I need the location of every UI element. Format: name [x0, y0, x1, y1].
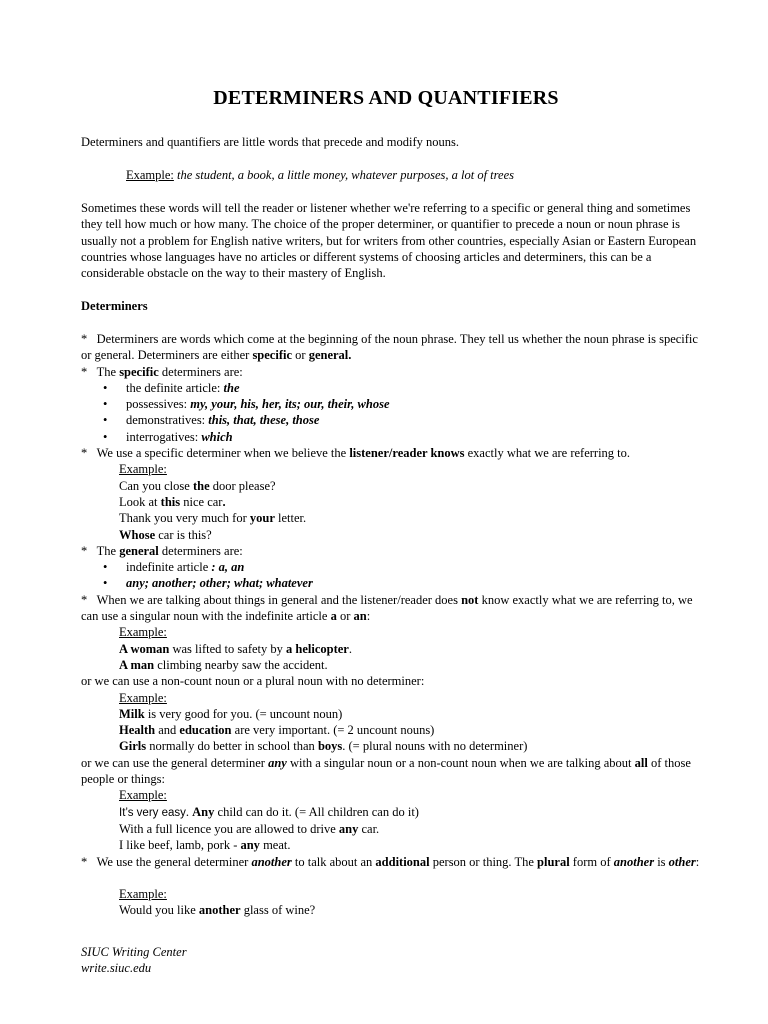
example-text: the student, a book, a little money, whatever purposes, a lot of trees — [177, 168, 515, 182]
example-block-4: Example: It’s very easy. Any child can do it. (= All children can do it) With a full licence you are allowed to drive any car. I like beef, lamb, pork - any meat. — [81, 787, 701, 853]
footer-url: write.siuc.edu — [81, 961, 152, 975]
intro-example — [81, 167, 701, 183]
page-footer — [81, 944, 187, 976]
example-label: Example: — [119, 625, 167, 640]
page-title: DETERMINERS AND QUANTIFIERS — [213, 87, 559, 109]
intro-paragraph: Determiners and quantifiers are little words that precede and modify nouns. — [81, 135, 460, 149]
example-block-3: Example: Milk is very good for you. (= uncount noun) Health and education are very important. (= 2 uncount nouns) Girls normally do better in school than boys. (= plural nouns with no determiner) — [81, 690, 701, 755]
list-item: • possessives: my, your, his, her, its; our, their, whose — [81, 396, 701, 412]
example-label: Example: — [119, 886, 167, 901]
list-item: • indefinite article : a, an — [81, 559, 701, 575]
list-item: • any; another; other; what; whatever — [81, 575, 701, 591]
point-indefinite-usage: * When we are talking about things in general and the listener/reader does not know exactly what we are referring to, we can use a singular noun with the indefinite article a or an: — [81, 592, 693, 624]
example-block-5: Example: Would you like another glass of wine? — [81, 886, 701, 919]
example-label: Example: — [119, 462, 167, 477]
example-block-2: Example: A woman was lifted to safety by a helicopter. A man climbing nearby saw the accident. — [81, 624, 701, 673]
example-label: Example: — [119, 690, 167, 705]
paragraph-1: Sometimes these words will tell the reader or listener whether we're referring to a specific or general thing and sometimes they tell how much or how many. The choice of the proper determiner, or quantifier to precede a noun or noun phrase is usually not a problem for English native writers, but for writers from other countries, especially Asian or Eastern European countries whose languages have no articles or different systems of choosing articles and determiners, this can be a considerable obstacle on the way to their mastery of English. — [81, 201, 697, 281]
example-label: Example: — [126, 168, 174, 182]
point-specific-usage: * We use a specific determiner when we believe the listener/reader knows exactly what we are referring to. — [81, 446, 631, 461]
point-another-usage: * We use the general determiner another to talk about an additional person or thing. The plural form of another is other: — [81, 854, 700, 869]
example-label: Example: — [119, 788, 167, 803]
list-item: • the definite article: the — [81, 380, 701, 396]
example-block-1: Example: Can you close the door please? Look at this nice car. Thank you very much for your letter. Whose car is this? — [81, 461, 701, 542]
or-line-noncount: or we can use a non-count noun or a plural noun with no determiner: — [81, 674, 425, 689]
list-item: • interrogatives: which — [81, 429, 701, 445]
point-specific-determiners: * The specific determiners are: — [81, 364, 243, 379]
point-general-determiners: * The general determiners are: — [81, 543, 243, 558]
footer-org: SIUC Writing Center — [81, 945, 187, 959]
list-item: • demonstratives: this, that, these, those — [81, 412, 701, 428]
general-determiners-list — [81, 559, 701, 592]
specific-determiners-list — [81, 380, 701, 445]
heading-determiners: Determiners — [81, 299, 148, 313]
point-determiners-definition: * Determiners are words which come at the beginning of the noun phrase. They tell us whether the noun phrase is specific or general. Determiners are either specific or general. — [81, 332, 698, 363]
or-line-any: or we can use the general determiner any with a singular noun or a non-count noun when we are talking about all of those people or things: — [81, 755, 691, 787]
determiners-section — [81, 331, 701, 918]
